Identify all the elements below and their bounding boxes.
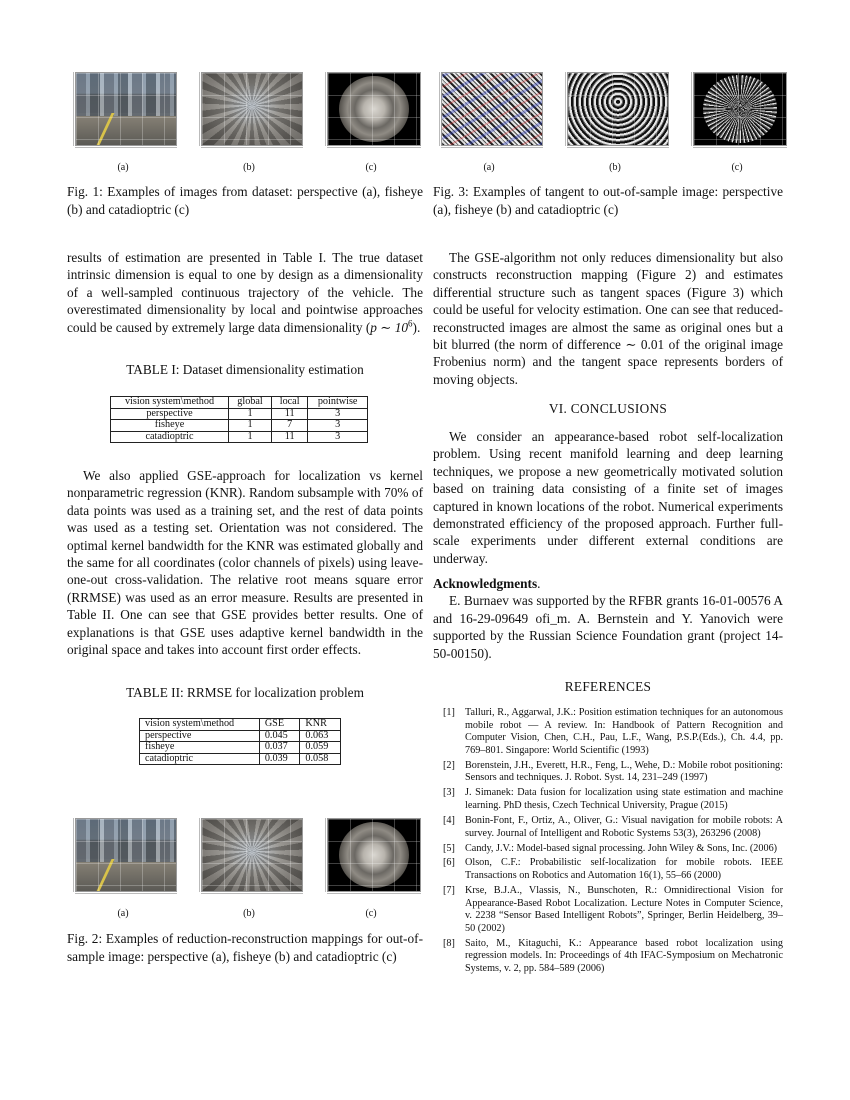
figure-3c-image: [685, 70, 789, 156]
table-row: fisheye 1 7 3: [111, 420, 368, 432]
figure-2: [67, 816, 423, 919]
figure-1b: [193, 70, 305, 173]
figure-3: [433, 70, 789, 173]
table-1-header: global: [229, 397, 272, 409]
list-item: [4] Bonin-Font, F., Ortiz, A., Oliver, G.: Visual navigation for mobile robots: A survey. Journal of Intelligent and Robotic Systems 53(3), 263296 (2008): [443, 814, 783, 839]
list-item: [2] Borenstein, J.H., Everett, H.R., Feng, L., Wehe, D.: Mobile robot positioning: Sensors and techniques. J. Robot. Syst. 14, 231–249 (1997): [443, 759, 783, 784]
figure-2-caption: Fig. 2: Examples of reduction-reconstruction mappings for out-of-sample image: perspective (a), fisheye (b) and catadioptric (c): [67, 931, 423, 964]
table-1-title: TABLE I: Dataset dimensionality estimation: [126, 362, 364, 377]
list-item: [1] Talluri, R., Aggarwal, J.K.: Position estimation techniques for an autonomous mobile robot — A review. In: Handbook of Pattern Recognition and Computer Vision, Chen, C.H., Pau, L.F., Wang, P.S.P.(Eds.), Ch. 4.4, pp. 769–801. Singapore: World Scientific (1993): [443, 707, 783, 756]
figure-2b-label: (b): [243, 908, 255, 919]
table-1-header: local: [271, 397, 307, 409]
table-2-title: TABLE II: RRMSE for localization problem: [126, 685, 364, 700]
figure-3b-image: [559, 70, 671, 156]
table-2-header: vision system\method: [140, 719, 260, 731]
figure-2a-label: (a): [117, 908, 129, 919]
table-2-header: KNR: [300, 719, 341, 731]
table-row: fisheye 0.037 0.059: [140, 742, 341, 754]
list-item: [7] Krse, B.J.A., Vlassis, N., Bunschoten, R.: Omnidirectional Vision for Appearance-Based Robot Localization. Lecture Notes in Computer Science, v. 2238 “Sensor Based Intelligent Robots”, Springer, Berlin Heidelberg, 39–50 (2002): [443, 885, 783, 934]
figure-1c: [319, 70, 423, 173]
list-item: [8] Saito, M., Kitaguchi, K.: Appearance based robot localization using regression models. In: Proceedings of 4th IFAC-Symposium on Mechatronic Systems, v. 2, pp. 584–589 (2006): [443, 937, 783, 975]
figure-1a: [67, 70, 179, 173]
figure-3a: [433, 70, 545, 173]
figure-3b: [559, 70, 671, 173]
figure-1c-label: (c): [365, 162, 377, 173]
table-row: perspective 1 11 3: [111, 408, 368, 420]
acknowledgments: Acknowledgments. E. Burnaev was supported by the RFBR grants 16-01-00576 A and 16-29-09649 ofi_m. A. Bernstein and Y. Yanovich were supported by the Russian Science Foundation grant (project 14-50-00150).: [433, 576, 783, 661]
right-paragraph-1: The GSE-algorithm not only reduces dimensionality but also constructs reconstruction mapping (Figure 2) and estimates differential structure such as tangent spaces (Figure 3) which could be useful for velocity estimation. One can see that reduced-reconstructed images are almost the same as original ones but a bit blurred (the norm of difference ∼ 0.01 of the original image Frobenius norm) and the tangent space represents borders of moving objects.: [433, 250, 783, 387]
acknowledgments-text: E. Burnaev was supported by the RFBR grants 16-01-00576 A and 16-29-09649 ofi_m. A. Bernstein and Y. Yanovich were supported by the Russian Science Foundation grant (project 14-50-00150).: [433, 593, 783, 661]
figure-1-caption: Fig. 1: Examples of images from dataset: perspective (a), fisheye (b) and catadioptric (c): [67, 184, 423, 217]
figure-3c: [685, 70, 789, 173]
figure-1a-label: (a): [117, 162, 129, 173]
figure-2a: [67, 816, 179, 919]
conclusions-heading: VI. CONCLUSIONS: [548, 401, 668, 416]
table-1-header: vision system\method: [111, 397, 229, 409]
conclusions-paragraph: We consider an appearance-based robot self-localization problem. Using recent manifold learning and deep learning techniques, we propose a new geometrically motivated solution based on training data consisting of a finite set of images captured in known locations of the robot. Numerical experiments demonstrated efficiency of the proposed approach. Further full-scale experiments under different external conditions are underway.: [433, 429, 783, 566]
figure-3a-label: (a): [483, 162, 495, 173]
reference-list: [443, 707, 783, 978]
figure-3b-label: (b): [609, 162, 621, 173]
figure-3-caption: Fig. 3: Examples of tangent to out-of-sample image: perspective (a), fisheye (b) and catadioptric (c): [433, 184, 783, 217]
table-row: catadioptric 0.039 0.058: [140, 753, 341, 765]
list-item: [5] Candy, J.V.: Model-based signal processing. John Wiley & Sons, Inc. (2006): [443, 842, 778, 854]
figure-3c-label: (c): [731, 162, 743, 173]
table-2-header-row: [140, 719, 341, 731]
figure-1b-image: [193, 70, 305, 156]
figure-1b-label: (b): [243, 162, 255, 173]
references-heading: REFERENCES: [564, 679, 652, 694]
figure-2a-image: [67, 816, 179, 902]
figure-1c-image: [319, 70, 423, 156]
figure-3a-image: [433, 70, 545, 156]
figure-2b: [193, 816, 305, 919]
table-1-header: pointwise: [308, 397, 368, 409]
list-item: [6] Olson, C.F.: Probabilistic self-localization for mobile robots. IEEE Transactions on Robotics and Automation 16(1), 55–66 (2000): [443, 857, 783, 882]
list-item: [3] J. Simanek: Data fusion for localization using state estimation and machine learning. PhD thesis, Czech Technical University, Prague (2015): [443, 787, 783, 811]
table-1: [110, 396, 368, 443]
table-row: perspective 0.045 0.063: [140, 730, 341, 742]
figure-2c-image: [319, 816, 423, 902]
table-2: [139, 718, 341, 765]
table-1-header-row: [111, 397, 368, 409]
table-row: catadioptric 1 11 3: [111, 431, 368, 443]
figure-1: [67, 70, 423, 173]
left-paragraph-2: We also applied GSE-approach for localization vs kernel nonparametric regression (KNR). Random subsample with 70% of data points was used as a training set, and the rest of data points was used as a testing set. Orientation was not considered. The optimal kernel bandwidth for the KNR was estimated globally and the same for all coordinates (color channels of pixels) using leave-one-out cross-validation. The relative root means square error (RRMSE) was used as an error measure. Results are presented in Table II. One can see that GSE provides better results. One of explanations is that GSE uses adaptive kernel bandwidth in the original space and takes into account first order effects.: [67, 468, 423, 658]
figure-1a-image: [67, 70, 179, 156]
table-2-header: GSE: [259, 719, 300, 731]
figure-2c-label: (c): [365, 908, 377, 919]
acknowledgments-heading: Acknowledgments: [433, 576, 538, 591]
figure-2c: [319, 816, 423, 919]
left-paragraph-1: results of estimation are presented in Table I. The true dataset intrinsic dimension is equal to one by design as a dimensionality of a well-sampled continuous trajectory of the vehicle. The overestimated dimensionality by local and pointwise approaches could be caused by extremely large data dimensionality (p ∼ $10^6$).: [67, 250, 423, 335]
figure-2b-image: [193, 816, 305, 902]
